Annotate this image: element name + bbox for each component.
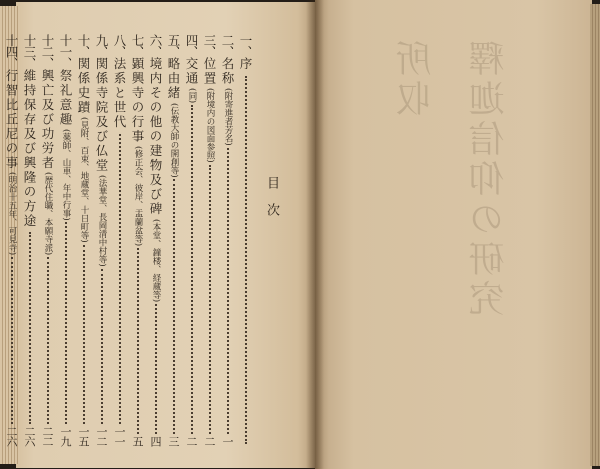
toc-entry-page: 二	[185, 436, 198, 446]
dot-leader	[209, 165, 211, 434]
toc-entry	[237, 34, 254, 446]
toc-entry-title: 顕興寺の行事	[130, 57, 145, 144]
dot-leader	[227, 148, 229, 434]
dot-leader	[155, 304, 157, 434]
toc-entry-number	[0, 34, 2, 69]
toc-entry	[165, 34, 182, 446]
dot-leader	[173, 179, 175, 434]
dot-leader	[245, 76, 247, 445]
toc-entry-number: 三、	[202, 34, 217, 57]
toc-entry	[0, 34, 2, 446]
toc-entry-number: 十三、	[22, 34, 37, 69]
toc-entry-title: 交通	[184, 57, 199, 86]
toc-entry	[183, 34, 200, 446]
toc-entry-page: 一九	[59, 426, 72, 446]
bleed-through-text	[358, 40, 548, 420]
toc-entry-title: 関係寺院及び仏堂	[94, 57, 109, 173]
toc-entry	[39, 34, 56, 446]
dot-leader	[83, 245, 85, 424]
toc-entry-title: 維持保存及び興隆の方途	[22, 68, 37, 228]
toc-entry-page	[0, 426, 2, 446]
toc-entry	[147, 34, 164, 446]
toc-entry-note: (伝教大師の開創等)	[169, 102, 179, 178]
toc-entry-title	[0, 69, 2, 142]
toc-entry-note: (附寄進者芳名)	[223, 88, 233, 146]
toc-entry-note	[0, 143, 2, 175]
toc-entry-title: 法系と世代	[112, 57, 127, 130]
toc-entry-number: 八、	[112, 34, 127, 57]
dot-leader	[137, 248, 139, 434]
toc-entry-note: (見附、百束、地蔵堂、十日町等)	[79, 117, 89, 243]
toc-entry	[129, 34, 146, 446]
toc-entry	[57, 34, 74, 446]
toc-entry-number: 四、	[184, 34, 199, 57]
toc-entry-note: (附境内の図面参照)	[205, 88, 215, 163]
toc-entry	[3, 34, 20, 446]
dot-leader	[11, 257, 13, 424]
toc-entry-page: 二二	[41, 426, 54, 446]
toc-entry-page: 一一	[113, 426, 126, 446]
dot-leader	[29, 232, 31, 424]
bleed-through-line: 釋迦信仰の研究	[469, 40, 510, 320]
toc-entry-title: 興亡及び功労者	[40, 68, 55, 170]
toc-entry-number: 十、	[76, 34, 91, 57]
toc-entry-page: 二六	[23, 426, 36, 446]
toc-entry-page: 一五	[77, 426, 90, 446]
toc-entry-note: (修正会、彼岸、盂蘭盆等)	[133, 146, 143, 247]
toc-entry-number: 二、	[220, 34, 235, 57]
toc-entry	[201, 34, 218, 446]
toc-entry-title: 祭礼意趣	[58, 68, 73, 127]
toc-entry	[111, 34, 128, 446]
toc-entry-title: 境内その他の建物及び碑	[148, 57, 163, 217]
dot-leader	[65, 222, 67, 424]
toc-entry-number: 一、	[238, 34, 253, 57]
toc-entry-number: 六、	[148, 34, 163, 57]
toc-entry-page: 三	[167, 436, 180, 446]
bleed-through-line: 所収	[396, 40, 437, 120]
dot-leader	[191, 105, 193, 434]
toc-entry-title: 序	[238, 57, 253, 72]
toc-entry-title: 位置	[202, 57, 217, 86]
toc-entry	[21, 34, 38, 446]
toc-entry-note: (歴代住職、本願寺派)	[43, 172, 53, 256]
contents-heading: 目次	[264, 176, 279, 230]
toc-entry-number: 十二、	[40, 34, 55, 69]
book-gutter	[306, 0, 324, 469]
toc-entry-title: 行智比丘尼の事	[4, 68, 19, 170]
toc-entry	[93, 34, 110, 446]
dot-leader	[47, 257, 49, 424]
dot-leader	[119, 134, 121, 425]
page-stack-right	[590, 4, 600, 466]
dot-leader	[101, 269, 103, 424]
toc-entry-number: 七、	[130, 34, 145, 57]
toc-entry-page: 二六	[5, 426, 18, 446]
toc-entry-page: 四	[149, 436, 162, 446]
toc-entry-number: 十一、	[58, 34, 73, 69]
toc-entry-title: 関係史蹟	[76, 57, 91, 115]
toc-entry-note: (本堂、鐘楼、経蔵等)	[151, 218, 161, 302]
toc-entry-title: 名称	[220, 57, 235, 86]
toc-entry-note: (薬師、山車、年中行事)	[61, 128, 71, 221]
toc-entry	[75, 34, 92, 446]
toc-entry-note: (明治十五年、可見寺)	[7, 172, 17, 256]
toc-entry	[219, 34, 236, 446]
toc-entry-number: 十四、	[4, 34, 19, 69]
toc-entry-page: 二	[203, 436, 216, 446]
toc-entry-page: 一二	[95, 426, 108, 446]
toc-entry-number: 九、	[94, 34, 109, 57]
toc-entry-page: 一	[221, 436, 234, 446]
toc-entry-note: (同)	[187, 88, 197, 104]
toc-entry-page: 五	[131, 436, 144, 446]
table-of-contents	[4, 34, 254, 446]
toc-entry-number: 五、	[166, 34, 181, 57]
toc-entry-title: 略由緒	[166, 57, 181, 101]
toc-entry-note: (法華堂、長岡清中村等)	[97, 175, 107, 267]
